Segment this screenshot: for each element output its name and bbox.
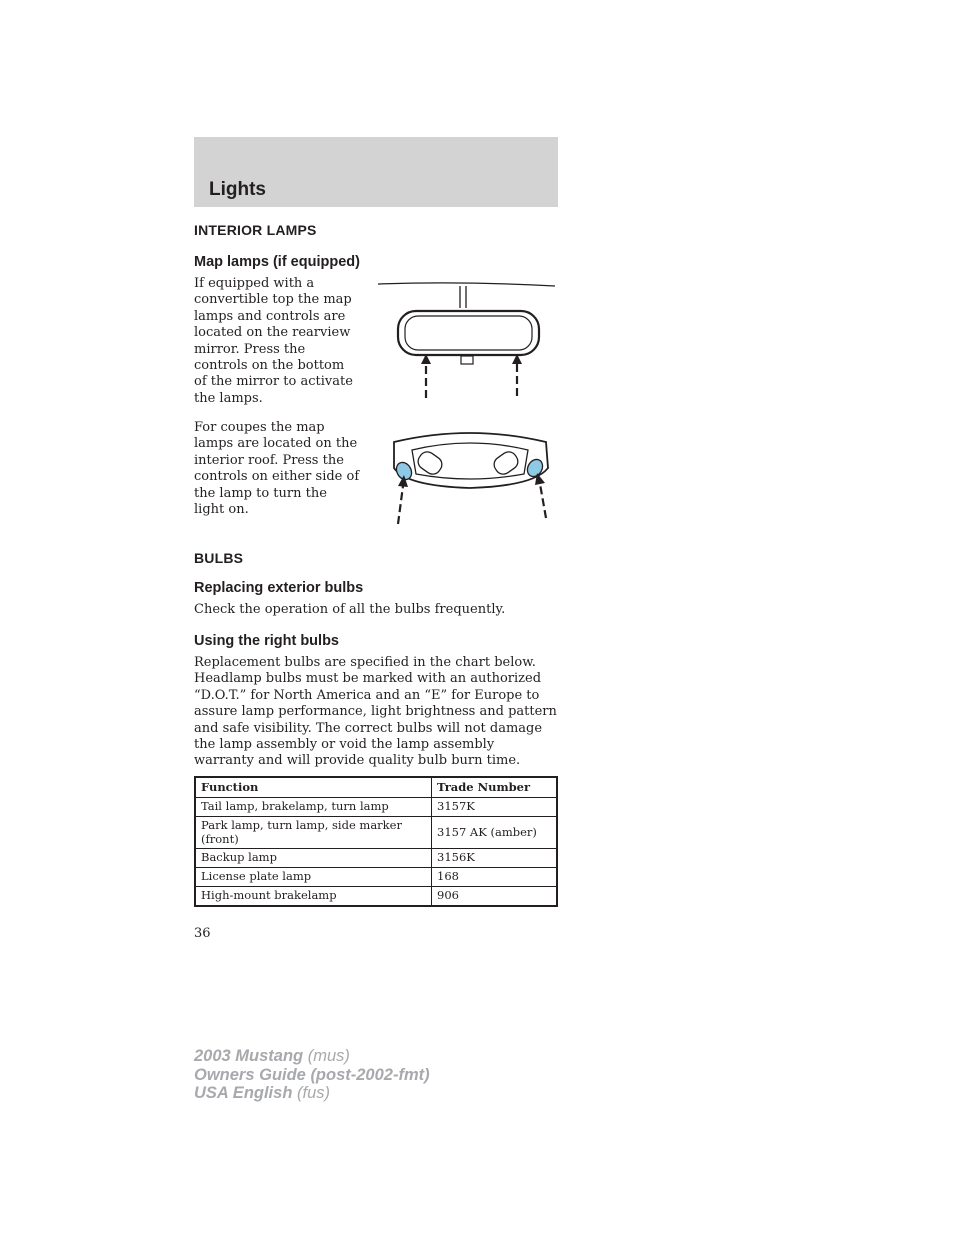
footer-line-language — [194, 1084, 430, 1103]
document-footer — [194, 1047, 430, 1103]
convertible-paragraph: If equipped with a convertible top the map lamps and controls are located on the rearview mirror. Press the controls on the bottom of the mirror to activate the lamps. — [194, 276, 353, 406]
replacing-bulbs-heading: Replacing exterior bulbs — [194, 580, 364, 596]
function-cell: Tail lamp, brakelamp, turn lamp — [195, 798, 432, 817]
table-row — [195, 798, 557, 817]
replacing-bulbs-text: Check the operation of all the bulbs frequently. — [194, 602, 506, 617]
table-row — [195, 849, 557, 868]
footer-line-guide — [194, 1066, 430, 1085]
footer-language: USA English — [194, 1084, 293, 1102]
coupe-paragraph: For coupes the map lamps are located on the interior roof. Press the controls on either side of the lamp to turn the light on. — [194, 420, 360, 518]
arrow-up-icon — [398, 475, 408, 524]
table-row — [195, 887, 557, 907]
function-cell: License plate lamp — [195, 868, 432, 887]
roof-console-figure — [384, 428, 556, 526]
arrow-up-icon — [512, 354, 522, 396]
trade-number-cell: 906 — [432, 887, 558, 907]
table-row — [195, 868, 557, 887]
table-row — [195, 817, 557, 849]
footer-model-code: (mus) — [307, 1047, 350, 1065]
footer-line-model — [194, 1047, 430, 1066]
footer-language-code: (fus) — [297, 1084, 330, 1102]
column-header-trade-number: Trade Number — [432, 777, 558, 798]
trade-number-cell: 168 — [432, 868, 558, 887]
bulb-table — [194, 776, 558, 907]
trade-number-cell: 3157K — [432, 798, 558, 817]
page-number: 36 — [194, 926, 211, 941]
section-title: Lights — [209, 179, 266, 200]
function-cell: Backup lamp — [195, 849, 432, 868]
trade-number-cell: 3156K — [432, 849, 558, 868]
section-header-band — [194, 137, 558, 207]
footer-guide: Owners Guide (post-2002-fmt) — [194, 1065, 430, 1084]
right-bulbs-heading: Using the right bulbs — [194, 633, 339, 649]
rearview-mirror-figure — [372, 278, 558, 400]
interior-lamps-heading: INTERIOR LAMPS — [194, 222, 317, 238]
bulbs-heading: BULBS — [194, 550, 244, 566]
column-header-function: Function — [195, 777, 432, 798]
trade-number-cell: 3157 AK (amber) — [432, 817, 558, 849]
right-bulbs-text: Replacement bulbs are specified in the chart below. Headlamp bulbs must be marked with an authorized “D.O.T.” for North America and an “E” for Europe to assure lamp performance, light brightness and pattern and safe visibility. The correct bulbs will not damage the lamp assembly or void the lamp assembly warranty and will provide quality bulb burn time. — [194, 655, 557, 769]
function-cell: High-mount brakelamp — [195, 887, 432, 907]
arrow-up-icon — [535, 473, 546, 518]
function-cell: Park lamp, turn lamp, side marker (front) — [195, 817, 432, 849]
map-lamps-heading: Map lamps (if equipped) — [194, 254, 360, 270]
arrow-up-icon — [421, 354, 431, 398]
footer-model: 2003 Mustang — [194, 1047, 304, 1065]
table-header-row — [195, 777, 557, 798]
